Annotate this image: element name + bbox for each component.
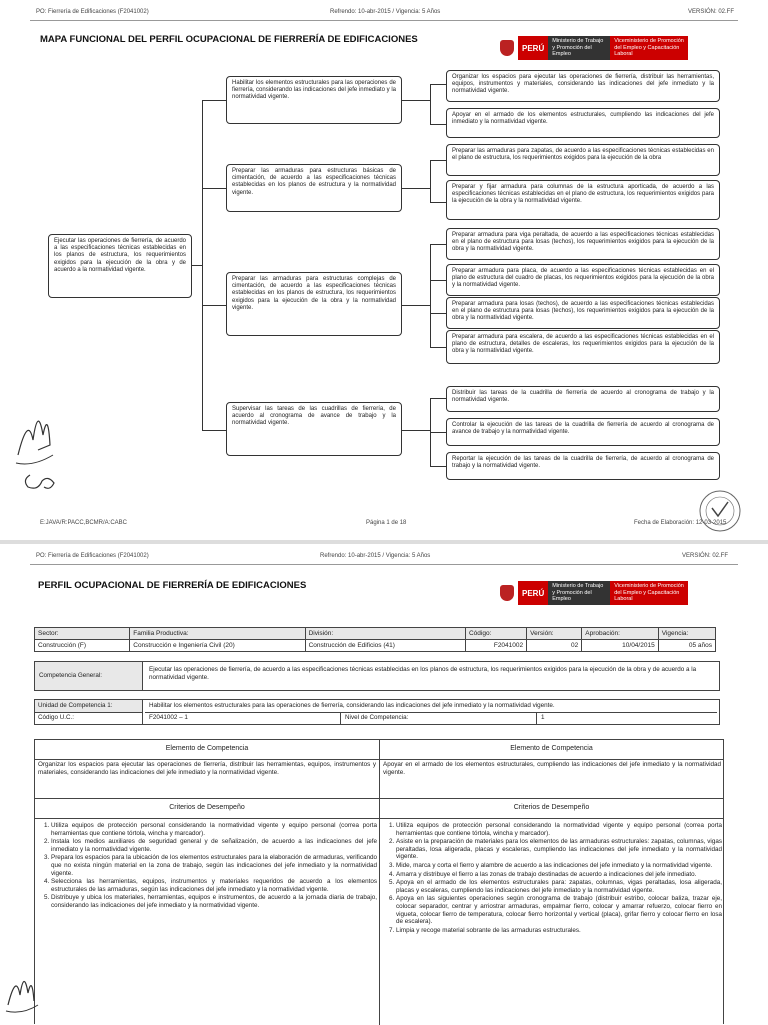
element-box-11: Reportar la ejecución de las tareas de la cuadrilla de fierrería, de acuerdo al cronograma de trabajo y la normatividad vigente. — [446, 452, 720, 480]
list-item: 3. Prepara los espacios para la ubicación de los elementos estructurales para la elaboración de armaduras, verificando que no exista ningún material en la zona de trabajo, según las indicaciones del jefe inmediato y la normatividad vigente. — [51, 854, 377, 877]
profile-info-table — [34, 627, 716, 652]
list-item: 6. Apoya en las siguientes operaciones según cronograma de trabajo (distribuir estribo, colocar baliza, trazar eje, colocar separador, centrar y arriostrar armaduras, empalmar fierro, colocar y amarrar refuerzo, colocar fierro en vigueta, colocar fierro de temperatura, colocar fierro horizontal y vertical (placa), grifar fierro y colocar fierro en losa de escalera). — [396, 895, 722, 925]
list-item: 5. Distribuye y ubica los materiales, herramientas, equipos e instrumentos, de acuerdo a la jornada diaria de trabajo, considerando las indicaciones del jefe inmediato y la normatividad vigente. — [51, 894, 377, 909]
connector — [402, 430, 430, 431]
footer-initials: E:JAVA/R:PACC,BCMR/A:CABC — [40, 520, 128, 526]
connector — [202, 188, 226, 189]
list-item: 4. Amarra y distribuye el fierro a las zonas de trabajo destinadas de acuerdo a indicaciones del jefe inmediato. — [396, 871, 722, 879]
info-header: Código: — [465, 628, 526, 640]
page-title: MAPA FUNCIONAL DEL PERFIL OCUPACIONAL DE FIERRERÍA DE EDIFICACIONES — [40, 34, 418, 45]
header-version: VERSIÓN: 02.FF — [682, 553, 729, 559]
footer-page: Página 1 de 18 — [366, 520, 407, 526]
connector — [202, 100, 226, 101]
connector — [192, 265, 202, 266]
info-value: 10/04/2015 — [582, 640, 658, 652]
unidad-label: Unidad de Competencia 1: — [35, 700, 143, 713]
codigo-uc-label: Código U.C.: — [35, 713, 143, 725]
competencia-general — [34, 661, 720, 691]
logo-ministry: Ministerio de Trabajo y Promoción del Empleo — [548, 581, 610, 605]
connector — [430, 124, 446, 125]
info-header: Sector: — [35, 628, 130, 640]
connector — [430, 160, 431, 202]
list-item: 7. Limpia y recoge material sobrante de las armaduras estructurales. — [396, 927, 722, 935]
criterios-header-left: Criterios de Desempeño — [169, 804, 245, 811]
coat-of-arms-icon — [500, 40, 514, 56]
connector — [402, 188, 430, 189]
elemento-header-left: Elemento de Competencia — [165, 745, 249, 752]
elemento-right: Apoyar en el armado de los elementos estructurales, cumpliendo las indicaciones del jefe inmediato y la normatividad vigente. — [383, 761, 721, 776]
header-po: PO: Fierrería de Edificaciones (F2041002) — [36, 553, 149, 559]
info-value: Construcción (F) — [35, 640, 130, 652]
header-refrendo: Refrendo: 10-abr-2015 / Vigencia: 5 Años — [320, 553, 431, 559]
connector — [430, 313, 446, 314]
logo-vice: Viceministerio de Promoción del Empleo y Capacitación Laboral — [610, 581, 688, 605]
unidad-text: Habilitar los elementos estructurales para las operaciones de fierrería, considerando las indicaciones del jefe inmediato y la normatividad vigente. — [145, 700, 717, 713]
element-box-1: Organizar los espacios para ejecutar las operaciones de fierrería, distribuir las herramientas, equipos, instrumentos y materiales, considerando las indicaciones del jefe inmediato y la normatividad vigente. — [446, 70, 720, 102]
list-item: 1. Utiliza equipos de protección personal considerando la normatividad vigente y equipo personal (correa porta herramientas que contiene tórtola, wincha y marcador). — [51, 822, 377, 837]
info-value: 02 — [527, 640, 582, 652]
list-item: 4. Selecciona las herramientas, equipos, instrumentos y materiales requeridos de acuerdo a los elementos estructurales de las armaduras, según las indicaciones del jefe inmediato y la normatividad vigente. — [51, 878, 377, 893]
handwritten-signature — [2, 965, 42, 1024]
info-value: F2041002 — [465, 640, 526, 652]
elementos-criterios-grid — [34, 739, 724, 1024]
list-item: 5. Apoya en el armado de los elementos estructurales para: zapatas, columnas, vigas peraltadas, losa aligerada, placas y escaleras, cumpliendo las indicaciones del jefe inmediato y la normatividad vigente. — [396, 879, 722, 894]
connector — [430, 466, 446, 467]
element-box-9: Distribuir las tareas de la cuadrilla de fierrería de acuerdo al cronograma de trabajo y la normatividad vigente. — [446, 386, 720, 412]
connector — [430, 244, 431, 347]
connector — [402, 305, 430, 306]
header-refrendo: Refrendo: 10-abr-2015 / Vigencia: 5 Años — [330, 9, 441, 15]
row-divider — [35, 759, 723, 760]
codigo-uc-value: F2041002 – 1 — [145, 713, 341, 725]
list-item: 1. Utiliza equipos de protección personal considerando la normatividad vigente y equipo personal (correa porta herramientas que contiene tórtola, wincha y marcador). — [396, 822, 722, 837]
connector — [430, 398, 446, 399]
logo-ministry: Ministerio de Trabajo y Promoción del Empleo — [548, 36, 610, 60]
ministry-logo — [500, 36, 688, 60]
info-header: Familia Productiva: — [130, 628, 305, 640]
criterios-right — [382, 822, 722, 935]
info-header: Vigencia: — [658, 628, 715, 640]
connector — [430, 202, 446, 203]
nivel-label: Nivel de Competencia: — [341, 713, 537, 725]
element-box-2: Apoyar en el armado de los elementos estructurales, cumpliendo las indicaciones del jefe inmediato y la normatividad vigente. — [446, 108, 720, 138]
elemento-header-right: Elemento de Competencia — [510, 745, 593, 752]
connector — [430, 347, 446, 348]
connector — [430, 244, 446, 245]
list-item: 2. Asiste en la preparación de materiales para los elementos de las armaduras estructurales: zapatas, columnas, vigas peraltadas, losa aligerada, placas y escaleras, cumpliendo las indicaciones del jefe inmediato y la normatividad vigente. — [396, 838, 722, 861]
criterios-left-list — [37, 822, 377, 910]
column-divider — [379, 740, 380, 1025]
info-header: Aprobación: — [582, 628, 658, 640]
connector — [430, 280, 446, 281]
info-header: División: — [305, 628, 465, 640]
info-value: Construcción e Ingeniería Civil (20) — [130, 640, 305, 652]
unit-box-4: Supervisar las tareas de las cuadrillas de fierrería, de acuerdo al cronograma de avance de trabajo y la normatividad vigente. — [226, 402, 402, 456]
criterios-right-list — [382, 822, 722, 934]
connector — [202, 430, 226, 431]
criterios-left — [37, 822, 377, 911]
elemento-left: Organizar los espacios para ejecutar las operaciones de fierrería, distribuir las herramientas, equipos, instrumentos y materiales, considerando las indicaciones del jefe inmediato y la normatividad vigente. — [38, 761, 376, 776]
row-divider — [35, 798, 723, 799]
header-version: VERSIÓN: 02.FF — [688, 9, 735, 15]
unit-box-1: Habilitar los elementos estructurales para las operaciones de fierrería, considerando las indicaciones del jefe inmediato y la normatividad vigente. — [226, 76, 402, 124]
info-value: Construcción de Edificios (41) — [305, 640, 465, 652]
competencia-text: Ejecutar las operaciones de fierrería, de acuerdo a las especificaciones técnicas establecidas en los planos de estructura, los requerimientos exigidos para la ejecución de la obra y de acuerdo a la normatividad vigente. — [149, 666, 697, 681]
footer-fecha: Fecha de Elaboración: 12-03-2015 — [634, 520, 727, 526]
info-header-row — [35, 628, 716, 640]
header-rule — [30, 564, 738, 565]
handwritten-signature — [8, 395, 78, 505]
connector — [430, 160, 446, 161]
info-value-row — [35, 640, 716, 652]
element-box-3: Preparar las armaduras para zapatas, de acuerdo a las especificaciones técnicas establecidas en el plano de estructura, los requerimientos exigidos para la ejecución de la obra — [446, 144, 720, 176]
logo-country: PERÚ — [518, 36, 548, 60]
header-rule — [30, 20, 738, 21]
ministry-logo — [500, 581, 688, 605]
main-function-box: Ejecutar las operaciones de fierrería, de acuerdo a las especificaciones técnicas establecidas en los planos de estructura, los requerimientos exigidos para la ejecución de la obra y de acuerdo a la normatividad vigente. — [48, 234, 192, 298]
element-box-5: Preparar armadura para viga peraltada, de acuerdo a las especificaciones técnicas establecidas en el plano de estructura para losas (techos), los requerimientos exigidos para la ejecución de la obra y la normatividad vigente. — [446, 228, 720, 260]
element-box-4: Preparar y fijar armadura para columnas de la estructura aporticada, de acuerdo a las especificaciones técnicas establecidas en el plano de estructura, los requerimientos exigidos para la ejecución de la obra y la normatividad vigente. — [446, 180, 720, 220]
info-value: 05 años — [658, 640, 715, 652]
header-po: PO: Fierrería de Edificaciones (F2041002) — [36, 9, 149, 15]
element-box-7: Preparar armadura para losas (techos), de acuerdo a las especificaciones técnicas establecidas en el plano de estructura para losas (techos), los requerimientos exigidos para la ejecución de la obra y la normatividad vigente. — [446, 297, 720, 329]
connector — [202, 305, 226, 306]
official-stamp — [695, 486, 745, 536]
nivel-value: 1 — [541, 714, 545, 721]
row-divider — [35, 818, 723, 819]
connector — [430, 432, 446, 433]
element-box-6: Preparar armadura para placa, de acuerdo a las especificaciones técnicas establecidas en el plano de estructura del cuadro de placas, los requerimientos exigidos para la ejecución de la obra y la normatividad vigente. — [446, 264, 720, 296]
connector — [430, 84, 431, 124]
logo-country: PERÚ — [518, 581, 548, 605]
element-box-8: Preparar armadura para escalera, de acuerdo a las especificaciones técnicas establecidas en el plano de estructura, detalles de escaleras, los requerimientos exigidos para la ejecución de la obra y la normatividad vigente. — [446, 330, 720, 364]
connector — [402, 100, 430, 101]
info-header: Versión: — [527, 628, 582, 640]
list-item: 2. Instala los medios auxiliares de seguridad general y de señalización, de acuerdo a las indicaciones del jefe inmediato y la normatividad vigente. — [51, 838, 377, 853]
connector — [202, 100, 203, 430]
competencia-label: Competencia General: — [35, 662, 143, 690]
element-box-10: Controlar la ejecución de las tareas de la cuadrilla de fierrería de acuerdo al cronograma de avance de trabajo y la normatividad vigente. — [446, 418, 720, 446]
logo-vice: Viceministerio de Promoción del Empleo y Capacitación Laboral — [610, 36, 688, 60]
connector — [430, 84, 446, 85]
page-title: PERFIL OCUPACIONAL DE FIERRERÍA DE EDIFICACIONES — [38, 580, 307, 591]
coat-of-arms-icon — [500, 585, 514, 601]
page-separator — [0, 540, 768, 544]
unit-box-3: Preparar las armaduras para estructuras complejas de cimentación, de acuerdo a las especificaciones técnicas establecidas en los planos de estructura, los requerimientos exigidos para la ejecución de la obra y la normatividad vigente. — [226, 272, 402, 336]
unidad-competencia — [34, 699, 720, 725]
unit-box-2: Preparar las armaduras para estructuras básicas de cimentación, de acuerdo a las especificaciones técnicas establecidas en los planos de estructura y la normatividad vigente. — [226, 164, 402, 212]
list-item: 3. Mide, marca y corta el fierro y alambre de acuerdo a las indicaciones del jefe inmediato y la normatividad vigente. — [396, 862, 722, 870]
criterios-header-right: Criterios de Desempeño — [513, 804, 590, 811]
